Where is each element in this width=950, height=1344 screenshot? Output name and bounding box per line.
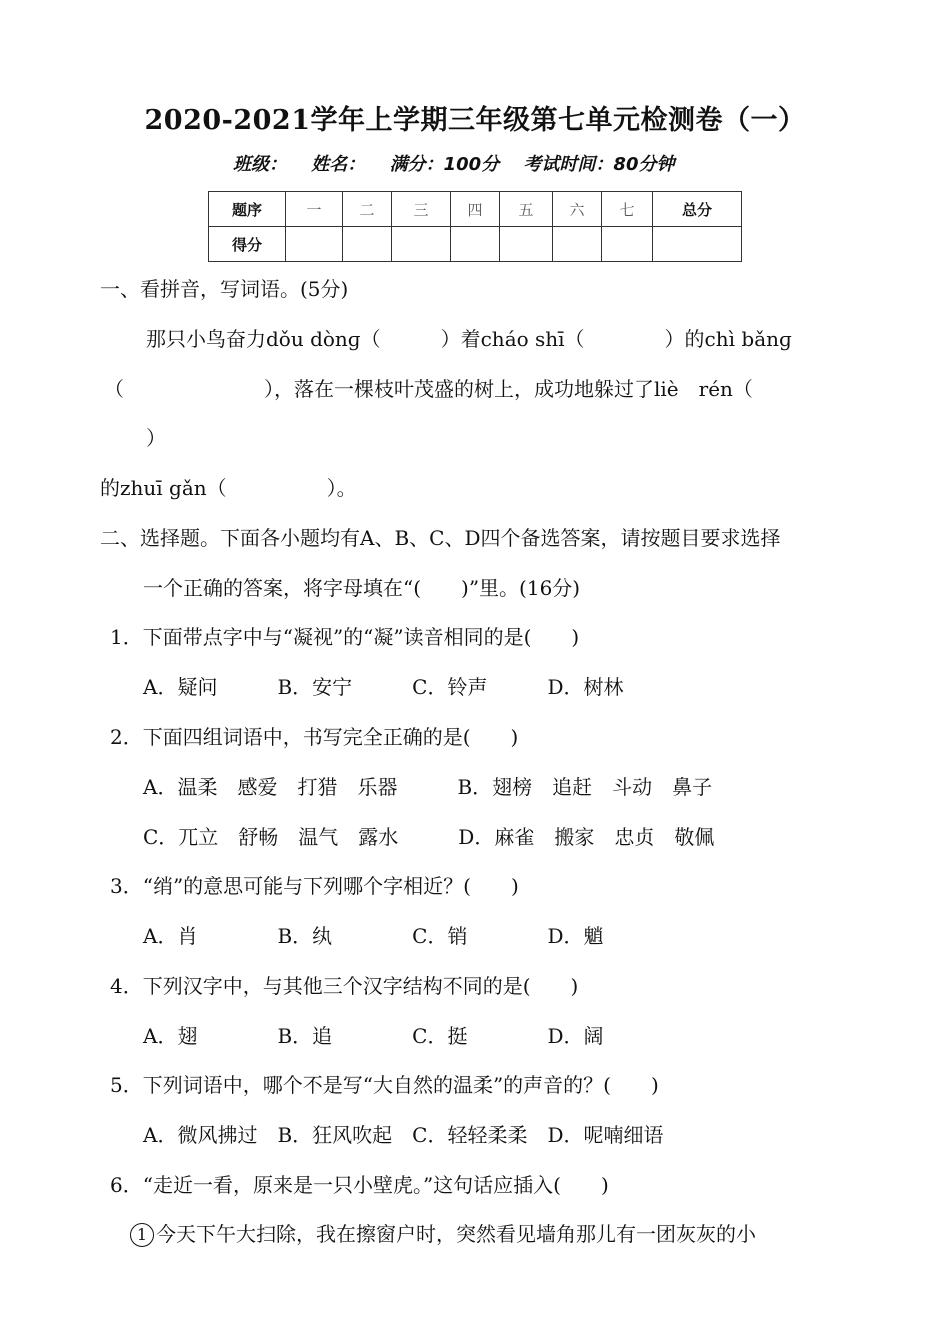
section1-line-1: 那只小鸟奋力dǒu dònɡ（ ）着cháo shī（ ）的chì bǎnɡ — [146, 327, 792, 351]
score-cell[interactable] — [451, 227, 500, 262]
section1-heading: 一、看拼音，写词语。(5分) — [100, 277, 349, 301]
question-5-options: A．微风拂过 B．狂风吹起 C．轻轻柔柔 D．呢喃细语 — [143, 1123, 664, 1147]
question-2-options-cd: C．兀立 舒畅 温气 露水 D．麻雀 搬家 忠贞 敬佩 — [143, 825, 715, 849]
exam-info — [233, 150, 692, 176]
question-1-stem: 1．下面带点字中与“凝视”的“凝”读音相同的是( ) — [110, 625, 580, 649]
score-cell[interactable] — [500, 227, 553, 262]
question-3-options: A．肖 B．纨 C．销 D．魈 — [143, 924, 604, 948]
section2-heading: 二、选择题。下面各小题均有A、B、C、D四个备选答案，请按题目要求选择 — [100, 526, 781, 550]
section1-line-2: （ ），落在一棵枝叶茂盛的树上，成功地躲过了liè rén（ — [104, 377, 753, 401]
column-header-5: 五 — [500, 192, 553, 227]
score-label: 满分：100分 — [389, 154, 500, 175]
name-label: 姓名： — [311, 154, 366, 175]
score-cell[interactable] — [286, 227, 343, 262]
score-cell[interactable] — [343, 227, 392, 262]
question-6-item-1 — [130, 1223, 756, 1247]
question-2-options-ab: A．温柔 感爱 打猎 乐器 B．翅榜 追赶 斗动 鼻子 — [143, 775, 713, 799]
score-cell-total[interactable] — [653, 227, 742, 262]
question-4-stem: 4．下列汉字中，与其他三个汉字结构不同的是( ) — [110, 974, 579, 998]
column-header-6: 六 — [553, 192, 602, 227]
score-cell[interactable] — [392, 227, 451, 262]
column-header-3: 三 — [392, 192, 451, 227]
row-label-score: 得分 — [209, 227, 286, 262]
score-table-score-row — [209, 227, 742, 262]
question-1-options: A．疑问 B．安宁 C．铃声 D．树林 — [143, 675, 624, 699]
page-title: 2020-2021学年上学期三年级第七单元检测卷（一） — [144, 105, 806, 136]
column-header-total: 总分 — [653, 192, 742, 227]
section1-line-4: 的zhuī gǎn（ ）。 — [100, 476, 357, 500]
class-label: 班级： — [233, 154, 287, 175]
score-cell[interactable] — [553, 227, 602, 262]
section2-heading-cont: 一个正确的答案，将字母填在“( )”里。(16分) — [143, 576, 581, 600]
column-header-1: 一 — [286, 192, 343, 227]
score-cell[interactable] — [602, 227, 653, 262]
time-label: 考试时间：80分钟 — [523, 154, 675, 175]
column-header-2: 二 — [343, 192, 392, 227]
question-5-stem: 5．下列词语中，哪个不是写“大自然的温柔”的声音的？( ) — [110, 1073, 659, 1097]
score-table-header-row — [209, 192, 742, 227]
column-header-4: 四 — [451, 192, 500, 227]
question-6-item-1-text: 今天下午大扫除，我在擦窗户时，突然看见墙角那儿有一团灰灰的小 — [156, 1222, 756, 1246]
row-label-question-order: 题序 — [209, 192, 286, 227]
question-3-stem: 3．“绡”的意思可能与下列哪个字相近？( ) — [110, 874, 519, 898]
question-6-stem: 6．“走近一看，原来是一只小壁虎。”这句话应插入( ) — [110, 1173, 609, 1197]
question-2-stem: 2．下面四组词语中，书写完全正确的是( ) — [110, 725, 519, 749]
section1-line-3: ） — [146, 426, 166, 450]
circled-number: 1 — [130, 1223, 154, 1247]
score-table — [208, 191, 742, 262]
question-4-options: A．翅 B．追 C．挺 D．阔 — [143, 1024, 604, 1048]
column-header-7: 七 — [602, 192, 653, 227]
